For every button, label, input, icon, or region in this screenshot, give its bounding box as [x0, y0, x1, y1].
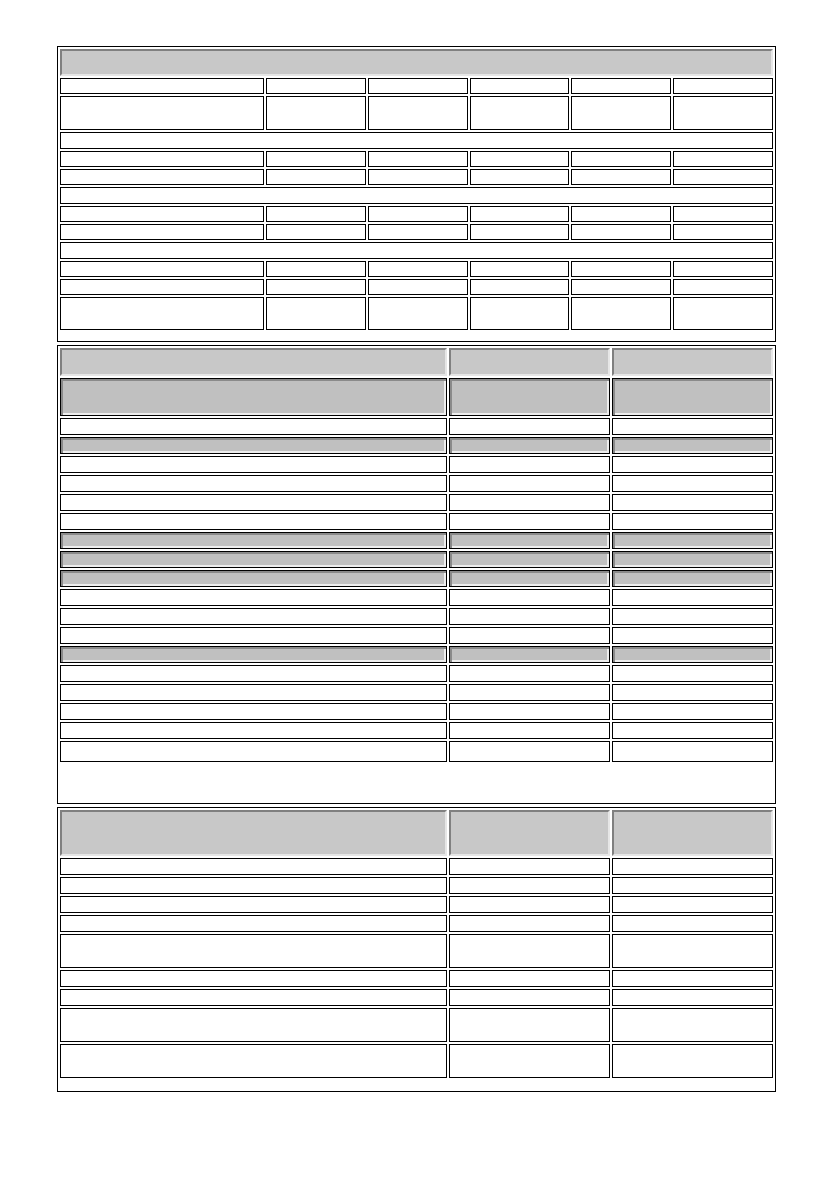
table-cell: [673, 169, 773, 185]
table-cell: [612, 513, 773, 530]
table-cell: [612, 418, 773, 435]
table-cell: [470, 206, 570, 222]
table-cell: [673, 279, 773, 295]
table-cell: [266, 261, 366, 277]
table-cell: [571, 279, 671, 295]
shaded-cell: [612, 532, 773, 549]
table-cell: [612, 494, 773, 511]
table-cell: [612, 589, 773, 606]
table-cell: [60, 970, 447, 987]
table-cell: [266, 78, 366, 94]
detail-header-cell: [60, 348, 447, 376]
table-cell: [449, 741, 610, 762]
table-cell: [266, 279, 366, 295]
table-cell: [673, 224, 773, 240]
table-cell: [266, 96, 366, 130]
table-cell: [612, 475, 773, 492]
table-cell: [449, 418, 610, 435]
shaded-cell: [60, 570, 447, 587]
shaded-cell: [449, 551, 610, 568]
notes-header-cell: [612, 810, 773, 856]
table-cell: [60, 279, 264, 295]
table-cell: [571, 224, 671, 240]
summary-table-title: [60, 49, 773, 76]
table-cell: [60, 494, 447, 511]
table-cell: [60, 261, 264, 277]
table-cell: [368, 279, 468, 295]
table-cell: [60, 608, 447, 625]
table-cell: [612, 741, 773, 762]
table-cell: [470, 169, 570, 185]
table-cell: [449, 970, 610, 987]
table-cell: [612, 665, 773, 682]
shaded-cell: [60, 437, 447, 454]
shaded-cell: [60, 378, 447, 416]
table-cell: [571, 297, 671, 330]
table-cell: [368, 78, 468, 94]
notes-table: [57, 807, 776, 1092]
table-cell: [60, 989, 447, 1006]
shaded-cell: [449, 437, 610, 454]
notes-header-cell: [60, 810, 447, 856]
table-cell: [449, 456, 610, 473]
table-cell: [449, 1008, 610, 1042]
table-cell: [60, 513, 447, 530]
table-cell: [571, 151, 671, 167]
table-cell: [612, 608, 773, 625]
table-cell: [673, 151, 773, 167]
table-cell: [449, 934, 610, 968]
table-cell: [470, 78, 570, 94]
table-cell: [60, 684, 447, 701]
section-row: [60, 242, 773, 259]
table-cell: [60, 722, 447, 739]
table-cell: [60, 877, 447, 894]
table-cell: [612, 934, 773, 968]
table-cell: [368, 297, 468, 330]
table-cell: [449, 608, 610, 625]
detail-header-cell: [449, 348, 610, 376]
table-cell: [470, 297, 570, 330]
shaded-cell: [612, 551, 773, 568]
table-cell: [571, 206, 671, 222]
table-cell: [612, 722, 773, 739]
table-cell: [449, 896, 610, 913]
shaded-cell: [60, 532, 447, 549]
table-cell: [60, 418, 447, 435]
table-cell: [60, 169, 264, 185]
table-cell: [266, 297, 366, 330]
table-cell: [368, 261, 468, 277]
shaded-cell: [612, 437, 773, 454]
table-cell: [266, 151, 366, 167]
table-cell: [368, 96, 468, 130]
table-cell: [266, 206, 366, 222]
shaded-cell: [449, 646, 610, 663]
shaded-cell: [612, 570, 773, 587]
table-cell: [673, 96, 773, 130]
table-cell: [470, 96, 570, 130]
table-cell: [470, 279, 570, 295]
table-cell: [266, 224, 366, 240]
table-cell: [60, 224, 264, 240]
section-row: [60, 187, 773, 204]
table-cell: [612, 915, 773, 932]
table-cell: [449, 877, 610, 894]
table-cell: [60, 741, 447, 762]
table-cell: [612, 896, 773, 913]
table-cell: [449, 627, 610, 644]
table-cell: [449, 1044, 610, 1078]
table-cell: [571, 261, 671, 277]
table-cell: [368, 206, 468, 222]
table-cell: [60, 858, 447, 875]
table-cell: [368, 151, 468, 167]
table-cell: [449, 989, 610, 1006]
table-cell: [449, 475, 610, 492]
table-cell: [368, 224, 468, 240]
notes-header-cell: [449, 810, 610, 856]
table-cell: [449, 915, 610, 932]
section-row: [60, 132, 773, 149]
table-cell: [60, 896, 447, 913]
table-cell: [368, 169, 468, 185]
detail-table: [57, 345, 776, 804]
table-cell: [470, 224, 570, 240]
table-cell: [60, 915, 447, 932]
table-cell: [612, 1008, 773, 1042]
table-cell: [449, 513, 610, 530]
table-cell: [673, 261, 773, 277]
table-cell: [60, 665, 447, 682]
detail-header-cell: [612, 348, 773, 376]
table-cell: [470, 151, 570, 167]
table-cell: [266, 169, 366, 185]
table-cell: [60, 627, 447, 644]
table-cell: [60, 589, 447, 606]
table-cell: [449, 722, 610, 739]
table-cell: [449, 589, 610, 606]
table-cell: [60, 78, 264, 94]
table-cell: [612, 858, 773, 875]
shaded-cell: [449, 570, 610, 587]
table-cell: [673, 78, 773, 94]
shaded-cell: [612, 646, 773, 663]
shaded-cell: [449, 532, 610, 549]
table-cell: [60, 96, 264, 130]
table-cell: [449, 665, 610, 682]
table-cell: [449, 494, 610, 511]
table-cell: [612, 1044, 773, 1078]
table-cell: [60, 297, 264, 330]
table-cell: [449, 703, 610, 720]
table-cell: [60, 1008, 447, 1042]
table-cell: [571, 78, 671, 94]
table-cell: [612, 970, 773, 987]
table-cell: [60, 1044, 447, 1078]
table-cell: [612, 989, 773, 1006]
shaded-cell: [60, 646, 447, 663]
table-cell: [612, 627, 773, 644]
table-cell: [60, 703, 447, 720]
table-cell: [60, 151, 264, 167]
table-cell: [612, 684, 773, 701]
table-cell: [470, 261, 570, 277]
table-cell: [449, 684, 610, 701]
shaded-cell: [449, 378, 610, 416]
table-cell: [571, 96, 671, 130]
table-cell: [612, 456, 773, 473]
table-cell: [60, 475, 447, 492]
table-cell: [612, 703, 773, 720]
table-cell: [673, 206, 773, 222]
table-cell: [612, 877, 773, 894]
shaded-cell: [612, 378, 773, 416]
table-cell: [571, 169, 671, 185]
summary-table: [57, 46, 776, 342]
table-cell: [60, 206, 264, 222]
table-cell: [449, 858, 610, 875]
table-cell: [60, 934, 447, 968]
table-cell: [60, 456, 447, 473]
shaded-cell: [60, 551, 447, 568]
table-cell: [673, 297, 773, 330]
